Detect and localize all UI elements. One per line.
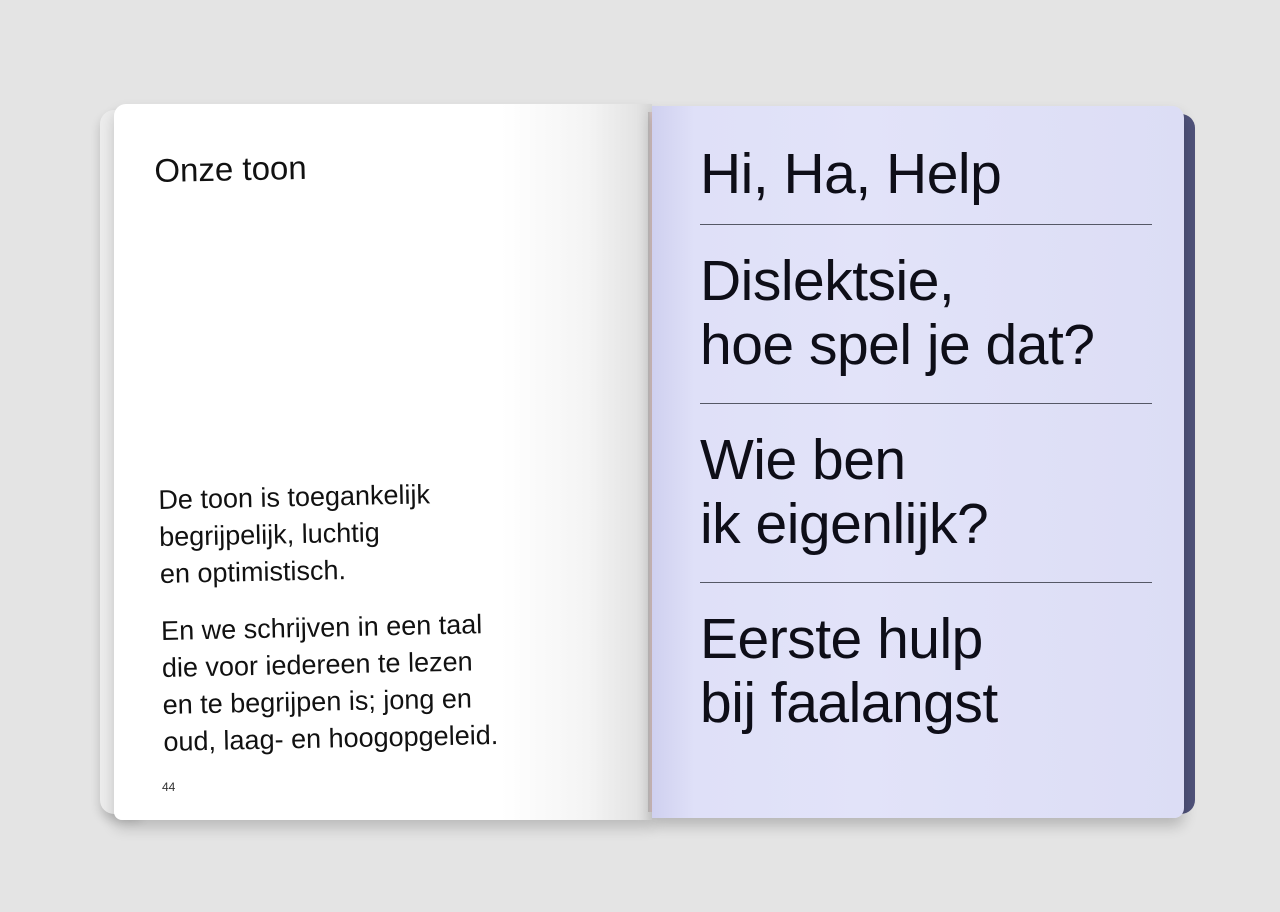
body-paragraph-1: De toon is toegankelijk begrijpelijk, luchtig en optimistisch.	[158, 479, 431, 589]
page-number: 44	[162, 780, 176, 794]
left-page	[114, 104, 652, 820]
heading-item	[700, 583, 1152, 735]
heading-text: Wie ben ik eigenlijk?	[700, 428, 989, 556]
body-text	[158, 472, 624, 781]
heading-text: Eerste hulp bij faalangst	[700, 607, 998, 735]
body-paragraph-2: En we schrijven in een taal die voor iedereen te lezen en te begrijpen is; jong en oud, laag- en hoogopgeleid.	[160, 609, 499, 757]
heading-item	[700, 225, 1152, 403]
open-booklet	[100, 104, 1198, 820]
heading-text: Dislektsie, hoe spel je dat?	[700, 249, 1095, 377]
page-title: Onze toon	[154, 148, 308, 189]
heading-list	[700, 142, 1152, 735]
heading-item	[700, 142, 1152, 224]
heading-text: Hi, Ha, Help	[700, 142, 1002, 206]
heading-item	[700, 404, 1152, 582]
right-page	[652, 106, 1184, 818]
